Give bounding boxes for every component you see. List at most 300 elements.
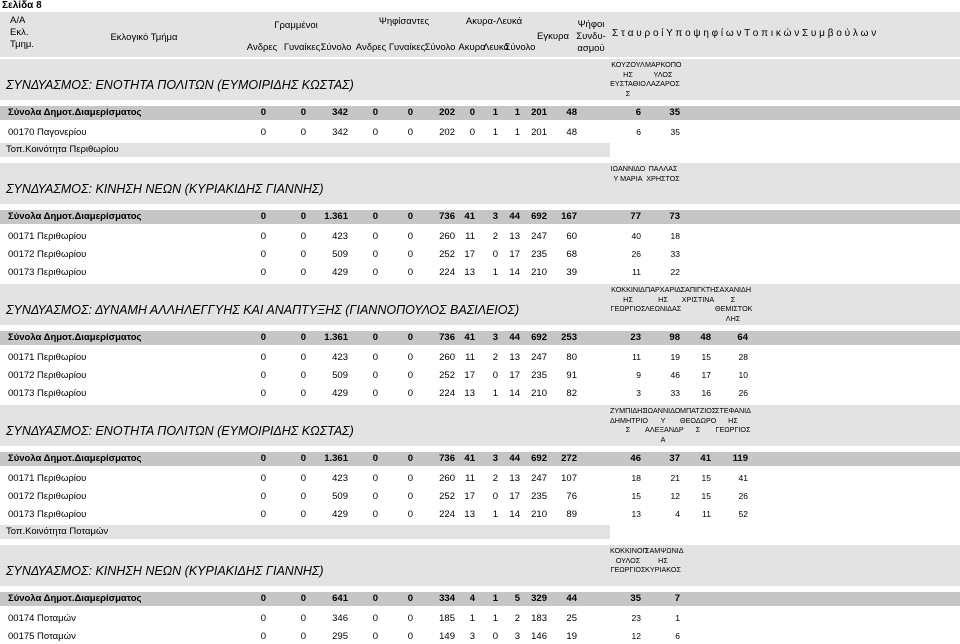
value-cell: 736	[439, 332, 455, 343]
value-cell: 1	[514, 127, 520, 138]
header-ae: Α/Α	[10, 15, 26, 26]
value-cell: 295	[332, 631, 348, 642]
row-label: Σύνολα Δημοτ.Διαμερίσματος	[8, 211, 142, 222]
table-row	[0, 369, 960, 383]
value-cell: 0	[300, 473, 306, 484]
value-cell: 48	[566, 107, 577, 118]
coalition-name: ΣΥΝΔΥΑΣΜΟΣ: ΕΝΟΤΗΤΑ ΠΟΛΙΤΩΝ (ΕΥΜΟΙΡΙΔΗΣ ΚΩΣΤΑΣ)	[6, 78, 354, 92]
value-cell: 17	[464, 491, 475, 502]
value-cell: 44	[509, 211, 520, 222]
value-cell: 0	[260, 370, 266, 381]
value-cell: 13	[464, 267, 475, 278]
row-label: 00172 Περιθωρίου	[8, 249, 87, 260]
value-cell: 17	[509, 491, 520, 502]
value-cell: 0	[372, 231, 378, 242]
preference-cell: 11	[632, 352, 641, 362]
table-row	[0, 387, 960, 401]
value-cell: 19	[566, 631, 577, 642]
table-row	[0, 490, 960, 504]
preference-cell: 26	[738, 388, 748, 398]
value-cell: 89	[566, 509, 577, 520]
value-cell: 252	[439, 370, 455, 381]
page-label: Σελίδα 8	[2, 0, 42, 11]
candidate-name: ΜΠΑΤΖΙΟΣ ΘΕΟΔΩΡΟ Σ	[680, 406, 717, 434]
subtotal-row	[0, 452, 960, 466]
subtotal-row	[0, 592, 960, 606]
value-cell: 0	[260, 211, 266, 222]
value-cell: 0	[300, 127, 306, 138]
header-coalition-2: Συνδυ-	[576, 31, 606, 42]
value-cell: 342	[332, 107, 348, 118]
preference-cell: 1	[675, 613, 680, 623]
preference-cell: 6	[636, 127, 641, 137]
header-registered: Γραμμένοι	[274, 20, 318, 31]
value-cell: 201	[531, 127, 547, 138]
value-cell: 423	[332, 352, 348, 363]
preference-cell: 10	[738, 370, 748, 380]
value-cell: 0	[300, 211, 306, 222]
value-cell: 39	[566, 267, 577, 278]
preference-cell: 46	[630, 453, 641, 464]
preference-cell: 15	[631, 491, 641, 501]
value-cell: 429	[332, 267, 348, 278]
table-row	[0, 126, 960, 140]
table-row	[0, 351, 960, 365]
value-cell: 235	[531, 491, 547, 502]
preference-cell: 35	[670, 127, 680, 137]
preference-cell: 35	[669, 107, 680, 118]
value-cell: 48	[566, 127, 577, 138]
value-cell: 509	[332, 370, 348, 381]
row-label: 00173 Περιθωρίου	[8, 267, 87, 278]
value-cell: 17	[464, 249, 475, 260]
value-cell: 68	[566, 249, 577, 260]
value-cell: 235	[531, 370, 547, 381]
value-cell: 17	[509, 249, 520, 260]
value-cell: 0	[372, 127, 378, 138]
candidate-name: ΙΩΑΝΝΙΔΟ Υ ΜΑΡΙΑ	[610, 164, 646, 183]
value-cell: 44	[566, 593, 577, 604]
value-cell: 91	[566, 370, 577, 381]
preference-cell: 46	[670, 370, 680, 380]
community-header	[0, 525, 610, 539]
value-cell: 423	[332, 231, 348, 242]
header-preference-title: Σ τ α υ ρ ο ί Υ π ο ψ η φ ί ω ν Τ ο π ι κ ώ ν Σ υ μ β ο ύ λ ω ν	[612, 28, 877, 39]
value-cell: 0	[372, 491, 378, 502]
value-cell: 0	[260, 613, 266, 624]
preference-cell: 26	[738, 491, 748, 501]
candidate-name: ΣΑΜΨΩΝΙΔ ΗΣ ΚΥΡΙΑΚΟΣ	[645, 546, 684, 574]
value-cell: 0	[469, 107, 475, 118]
preference-cell: 26	[631, 249, 641, 259]
value-cell: 429	[332, 509, 348, 520]
value-cell: 82	[566, 388, 577, 399]
preference-cell: 3	[636, 388, 641, 398]
header-invalid: Ακυρα-Λευκά	[465, 16, 523, 27]
preference-cell: 11	[632, 267, 641, 277]
row-label: 00171 Περιθωρίου	[8, 231, 87, 242]
value-cell: 224	[439, 509, 455, 520]
row-label: 00172 Περιθωρίου	[8, 491, 87, 502]
value-cell: 0	[300, 631, 306, 642]
value-cell: 0	[372, 593, 378, 604]
table-row	[0, 230, 960, 244]
value-cell: 252	[439, 491, 455, 502]
preference-cell: 16	[701, 388, 711, 398]
preference-cell: 73	[669, 211, 680, 222]
community-header	[0, 143, 610, 157]
value-cell: 0	[372, 509, 378, 520]
preference-cell: 4	[675, 509, 680, 519]
value-cell: 149	[439, 631, 455, 642]
value-cell: 0	[407, 388, 413, 399]
table-row	[0, 508, 960, 522]
value-cell: 329	[531, 593, 547, 604]
value-cell: 0	[492, 631, 498, 642]
row-label: 00173 Περιθωρίου	[8, 388, 87, 399]
value-cell: 0	[300, 613, 306, 624]
value-cell: 167	[561, 211, 577, 222]
value-cell: 0	[300, 107, 306, 118]
value-cell: 41	[464, 453, 475, 464]
value-cell: 41	[464, 211, 475, 222]
header-coalition-1: Ψήφοι	[577, 19, 605, 30]
value-cell: 235	[531, 249, 547, 260]
value-cell: 0	[407, 249, 413, 260]
coalition-name: ΣΥΝΔΥΑΣΜΟΣ: ΚΙΝΗΣΗ ΝΕΩΝ (ΚΥΡΙΑΚΙΔΗΣ ΓΙΑΝΝΗΣ)	[6, 564, 324, 578]
value-cell: 260	[439, 473, 455, 484]
value-cell: 0	[469, 127, 475, 138]
value-cell: 0	[300, 509, 306, 520]
value-cell: 2	[492, 473, 498, 484]
value-cell: 0	[300, 352, 306, 363]
value-cell: 13	[509, 473, 520, 484]
value-cell: 0	[407, 473, 413, 484]
row-label: 00175 Ποταμών	[8, 631, 76, 642]
value-cell: 0	[407, 211, 413, 222]
preference-cell: 12	[631, 631, 641, 641]
preference-cell: 33	[670, 388, 680, 398]
value-cell: 185	[439, 613, 455, 624]
value-cell: 1	[492, 613, 498, 624]
value-cell: 0	[407, 267, 413, 278]
community-label: Τοπ.Κοινότητα Περιθωρίου	[6, 144, 119, 155]
value-cell: 1	[492, 107, 498, 118]
value-cell: 0	[260, 332, 266, 343]
value-cell: 0	[300, 267, 306, 278]
candidate-name: ΚΟΚΚΙΝΙΔ ΗΣ ΓΕΩΡΓΙΟΣ	[610, 285, 646, 313]
value-cell: 736	[439, 211, 455, 222]
value-cell: 641	[332, 593, 348, 604]
value-cell: 3	[469, 631, 475, 642]
value-cell: 1	[469, 613, 475, 624]
value-cell: 76	[566, 491, 577, 502]
value-cell: 0	[372, 453, 378, 464]
value-cell: 0	[300, 332, 306, 343]
value-cell: 0	[260, 267, 266, 278]
value-cell: 0	[407, 631, 413, 642]
value-cell: 3	[492, 332, 498, 343]
subtotal-row	[0, 106, 960, 120]
community-label: Τοπ.Κοινότητα Ποταμών	[6, 526, 109, 537]
header-women-2: Γυναίκες	[388, 42, 426, 53]
candidate-name: ΜΑΡΚΟΠΟ ΥΛΟΣ ΛΑΖΑΡΟΣ	[645, 60, 682, 88]
value-cell: 0	[300, 370, 306, 381]
value-cell: 247	[531, 473, 547, 484]
row-label: Σύνολα Δημοτ.Διαμερίσματος	[8, 332, 142, 343]
header-section: Εκλογικό Τμήμα	[110, 32, 178, 43]
value-cell: 0	[372, 388, 378, 399]
value-cell: 0	[372, 370, 378, 381]
value-cell: 260	[439, 231, 455, 242]
value-cell: 0	[372, 473, 378, 484]
value-cell: 692	[531, 211, 547, 222]
value-cell: 253	[561, 332, 577, 343]
preference-cell: 9	[636, 370, 641, 380]
candidate-name: ΣΑΧΑΝΙΔΗ Σ ΘΕΜΙΣΤΟΚ ΛΗΣ	[715, 285, 753, 323]
header-men-2: Ανδρες	[355, 42, 387, 53]
value-cell: 183	[531, 613, 547, 624]
table-row	[0, 630, 960, 644]
value-cell: 429	[332, 388, 348, 399]
value-cell: 0	[372, 107, 378, 118]
preference-cell: 21	[670, 473, 680, 483]
value-cell: 44	[509, 453, 520, 464]
value-cell: 692	[531, 453, 547, 464]
preference-cell: 13	[631, 509, 641, 519]
value-cell: 0	[372, 332, 378, 343]
value-cell: 0	[407, 107, 413, 118]
row-label: 00171 Περιθωρίου	[8, 473, 87, 484]
value-cell: 247	[531, 352, 547, 363]
value-cell: 346	[332, 613, 348, 624]
value-cell: 1.361	[324, 332, 348, 343]
value-cell: 3	[492, 453, 498, 464]
candidate-name: ΚΟΥΖΟΥΛ ΗΣ ΕΥΣΤΑΘΙΟ Σ	[610, 60, 646, 98]
value-cell: 11	[465, 352, 475, 363]
value-cell: 224	[439, 388, 455, 399]
value-cell: 0	[407, 332, 413, 343]
value-cell: 202	[439, 127, 455, 138]
value-cell: 1	[492, 509, 498, 520]
value-cell: 13	[509, 352, 520, 363]
candidate-name: ΠΑΡΧΑΡΙΔ ΗΣ ΛΕΩΝΙΔΑΣ	[645, 285, 682, 313]
value-cell: 210	[531, 388, 547, 399]
value-cell: 11	[465, 231, 475, 242]
preference-cell: 35	[630, 593, 641, 604]
value-cell: 60	[566, 231, 577, 242]
value-cell: 0	[407, 613, 413, 624]
value-cell: 0	[260, 352, 266, 363]
value-cell: 342	[332, 127, 348, 138]
preference-cell: 18	[631, 473, 641, 483]
preference-cell: 41	[700, 453, 711, 464]
coalition-name: ΣΥΝΔΥΑΣΜΟΣ: ΔΥΝΑΜΗ ΑΛΛΗΛΕΓΓΥΗΣ ΚΑΙ ΑΝΑΠΤΥΞΗΣ (ΓΙΑΝΝΟΠΟΥΛΟΣ ΒΑΣΙΛΕΙΟΣ)	[6, 303, 520, 317]
value-cell: 14	[509, 267, 520, 278]
value-cell: 1	[492, 127, 498, 138]
preference-cell: 12	[670, 491, 680, 501]
header-men-1: Ανδρες	[246, 42, 278, 53]
subtotal-row	[0, 331, 960, 345]
preference-cell: 28	[738, 352, 748, 362]
row-label: Σύνολα Δημοτ.Διαμερίσματος	[8, 453, 142, 464]
table-row	[0, 248, 960, 262]
preference-cell: 7	[674, 593, 680, 604]
coalition-name: ΣΥΝΔΥΑΣΜΟΣ: ΚΙΝΗΣΗ ΝΕΩΝ (ΚΥΡΙΑΚΙΔΗΣ ΓΙΑΝΝΗΣ)	[6, 182, 324, 196]
row-label: 00171 Περιθωρίου	[8, 352, 87, 363]
value-cell: 0	[407, 491, 413, 502]
preference-cell: 33	[670, 249, 680, 259]
value-cell: 0	[407, 127, 413, 138]
value-cell: 423	[332, 473, 348, 484]
value-cell: 0	[260, 509, 266, 520]
value-cell: 3	[492, 211, 498, 222]
value-cell: 0	[407, 231, 413, 242]
candidate-name: ΙΩΑΝΝΙΔΟ Υ ΑΛΕΞΑΝΔΡ Α	[645, 406, 684, 444]
value-cell: 509	[332, 249, 348, 260]
value-cell: 0	[407, 370, 413, 381]
value-cell: 0	[260, 473, 266, 484]
value-cell: 0	[260, 491, 266, 502]
header-valid: Εγκυρα	[537, 31, 569, 42]
preference-cell: 64	[737, 332, 748, 343]
table-row	[0, 472, 960, 486]
value-cell: 17	[464, 370, 475, 381]
subtotal-row	[0, 210, 960, 224]
value-cell: 2	[514, 613, 520, 624]
value-cell: 0	[260, 593, 266, 604]
row-label: 00174 Ποταμών	[8, 613, 76, 624]
value-cell: 0	[372, 249, 378, 260]
value-cell: 0	[260, 453, 266, 464]
value-cell: 25	[566, 613, 577, 624]
preference-cell: 37	[669, 453, 680, 464]
value-cell: 0	[407, 453, 413, 464]
value-cell: 11	[465, 473, 475, 484]
row-label: Σύνολα Δημοτ.Διαμερίσματος	[8, 107, 142, 118]
value-cell: 210	[531, 509, 547, 520]
value-cell: 0	[260, 127, 266, 138]
coalition-name: ΣΥΝΔΥΑΣΜΟΣ: ΕΝΟΤΗΤΑ ΠΟΛΙΤΩΝ (ΕΥΜΟΙΡΙΔΗΣ ΚΩΣΤΑΣ)	[6, 424, 354, 438]
preference-cell: 6	[635, 107, 641, 118]
preference-cell: 15	[701, 491, 711, 501]
value-cell: 13	[464, 388, 475, 399]
coalition-block	[0, 284, 960, 325]
value-cell: 202	[439, 107, 455, 118]
header-lefka: Λευκά	[483, 42, 509, 53]
header-tm: Τμημ.	[10, 39, 34, 50]
value-cell: 0	[372, 613, 378, 624]
value-cell: 224	[439, 267, 455, 278]
value-cell: 80	[566, 352, 577, 363]
value-cell: 14	[509, 509, 520, 520]
value-cell: 509	[332, 491, 348, 502]
value-cell: 272	[561, 453, 577, 464]
coalition-block	[0, 405, 960, 446]
value-cell: 146	[531, 631, 547, 642]
value-cell: 14	[509, 388, 520, 399]
coalition-block	[0, 163, 960, 204]
value-cell: 736	[439, 453, 455, 464]
value-cell: 107	[561, 473, 577, 484]
preference-cell: 18	[670, 231, 680, 241]
header-voted: Ψηφίσαντες	[378, 16, 430, 27]
preference-cell: 98	[669, 332, 680, 343]
preference-cell: 17	[701, 370, 711, 380]
value-cell: 17	[509, 370, 520, 381]
value-cell: 4	[469, 593, 475, 604]
coalition-block	[0, 59, 960, 100]
value-cell: 1	[514, 107, 520, 118]
header-total-1: Σύνολο	[320, 42, 352, 53]
value-cell: 1	[492, 267, 498, 278]
value-cell: 13	[509, 231, 520, 242]
table-header	[0, 12, 960, 57]
preference-cell: 11	[702, 509, 711, 519]
value-cell: 0	[300, 453, 306, 464]
value-cell: 0	[407, 352, 413, 363]
value-cell: 210	[531, 267, 547, 278]
value-cell: 0	[300, 593, 306, 604]
value-cell: 260	[439, 352, 455, 363]
preference-cell: 23	[630, 332, 641, 343]
coalition-block	[0, 545, 960, 586]
preference-cell: 40	[631, 231, 641, 241]
value-cell: 2	[492, 352, 498, 363]
header-coalition-3: ασμού	[577, 43, 605, 54]
value-cell: 0	[300, 491, 306, 502]
value-cell: 0	[407, 593, 413, 604]
value-cell: 0	[372, 631, 378, 642]
table-row	[0, 612, 960, 626]
value-cell: 44	[509, 332, 520, 343]
preference-cell: 52	[738, 509, 748, 519]
value-cell: 0	[300, 249, 306, 260]
table-row	[0, 266, 960, 280]
value-cell: 41	[464, 332, 475, 343]
row-label: 00173 Περιθωρίου	[8, 509, 87, 520]
value-cell: 201	[531, 107, 547, 118]
value-cell: 1.361	[324, 453, 348, 464]
value-cell: 0	[300, 388, 306, 399]
value-cell: 2	[492, 231, 498, 242]
header-total-2: Σύνολο	[424, 42, 456, 53]
preference-cell: 119	[732, 453, 748, 464]
preference-cell: 19	[670, 352, 680, 362]
value-cell: 13	[464, 509, 475, 520]
value-cell: 252	[439, 249, 455, 260]
value-cell: 0	[492, 370, 498, 381]
preference-cell: 22	[670, 267, 680, 277]
candidate-name: ΣΑΠΙΓΚΤΗ ΧΡΙΣΤΙΝΑ	[680, 285, 716, 304]
value-cell: 0	[372, 267, 378, 278]
row-label: 00170 Παγονερίου	[8, 127, 87, 138]
header-women-1: Γυναίκες	[283, 42, 321, 53]
value-cell: 0	[260, 631, 266, 642]
value-cell: 0	[260, 249, 266, 260]
value-cell: 247	[531, 231, 547, 242]
value-cell: 0	[300, 231, 306, 242]
value-cell: 0	[260, 231, 266, 242]
preference-cell: 15	[701, 352, 711, 362]
value-cell: 0	[260, 107, 266, 118]
value-cell: 0	[260, 388, 266, 399]
value-cell: 0	[372, 211, 378, 222]
candidate-name: ΣΤΕΦΑΝΙΔ ΗΣ ΓΕΩΡΓΙΟΣ	[715, 406, 751, 434]
preference-cell: 15	[701, 473, 711, 483]
header-akyra: Ακυρα	[458, 42, 486, 53]
row-label: Σύνολα Δημοτ.Διαμερίσματος	[8, 593, 142, 604]
